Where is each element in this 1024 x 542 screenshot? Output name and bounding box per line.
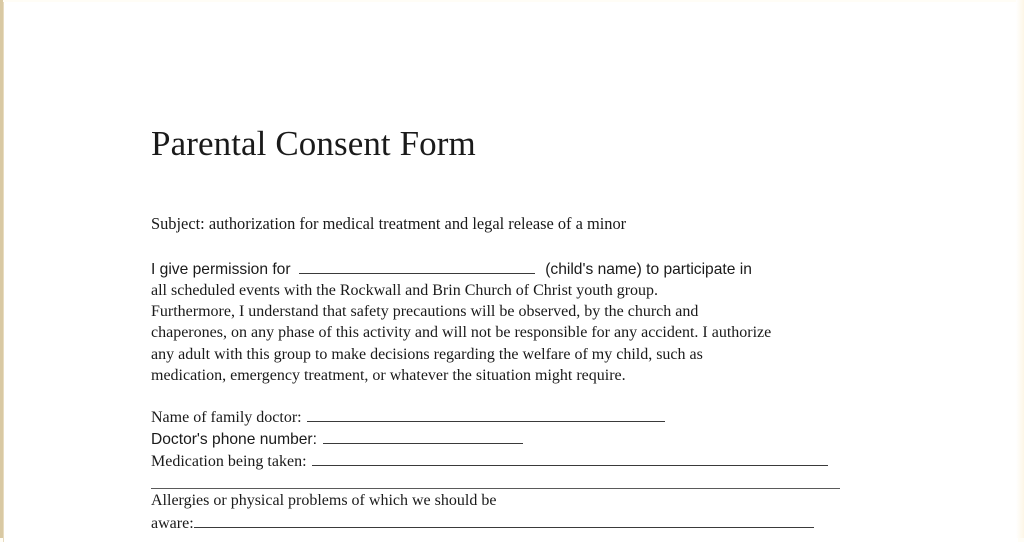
- family-doctor-field[interactable]: [307, 407, 665, 422]
- medication-field[interactable]: [312, 451, 828, 466]
- page-right-edge: [1016, 0, 1024, 538]
- medication-row: [151, 451, 828, 472]
- allergies-field[interactable]: [194, 513, 814, 528]
- subject-line: Subject: authorization for medical treatment and legal release of a minor: [151, 214, 627, 233]
- permission-line: [151, 259, 752, 280]
- paragraph-line-5: medication, emergency treatment, or whatever the situation might require.: [151, 367, 626, 384]
- doctor-phone-field[interactable]: [323, 429, 523, 444]
- paragraph-line-4: any adult with this group to make decisions regarding the welfare of my child, such as: [151, 346, 703, 363]
- permission-suffix: (child's name) to participate in: [545, 261, 752, 278]
- allergies-row: [151, 513, 814, 534]
- document-title: Parental Consent Form: [151, 124, 476, 163]
- allergies-label: aware:: [151, 515, 194, 532]
- child-name-field[interactable]: [299, 259, 535, 274]
- medication-continuation-line[interactable]: [151, 488, 840, 489]
- family-doctor-label: Name of family doctor:: [151, 409, 302, 426]
- doctor-phone-label: Doctor's phone number:: [151, 431, 317, 448]
- paragraph-line-1: all scheduled events with the Rockwall and Brin Church of Christ youth group.: [151, 282, 659, 299]
- paragraph-line-3: chaperones, on any phase of this activity and will not be responsible for any accident. I authorize: [151, 324, 772, 341]
- doctor-phone-row: [151, 429, 523, 450]
- permission-prefix: I give permission for: [151, 261, 291, 278]
- paragraph-line-2: Furthermore, I understand that safety precautions will be observed, by the church and: [151, 303, 699, 320]
- allergies-label-line: Allergies or physical problems of which we should be: [151, 492, 497, 509]
- medication-label: Medication being taken:: [151, 453, 307, 470]
- family-doctor-row: [151, 407, 665, 428]
